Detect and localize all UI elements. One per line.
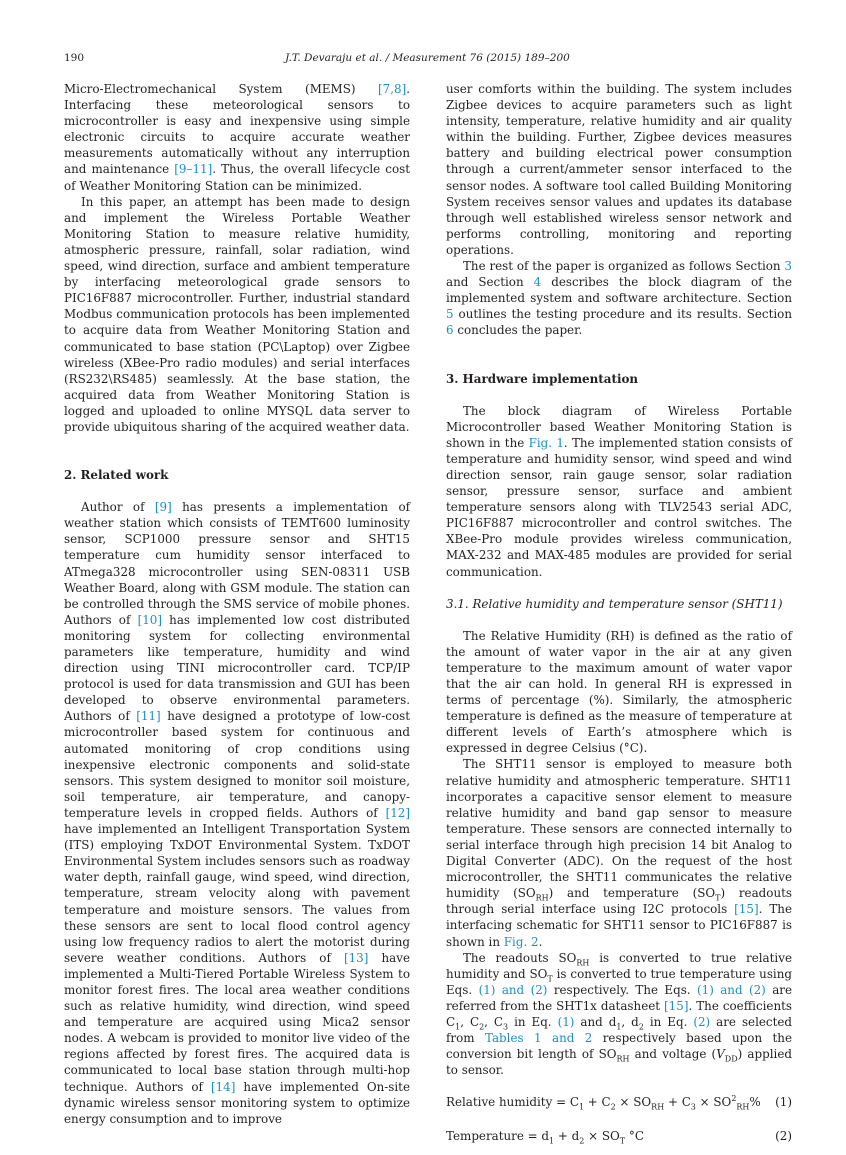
table-link[interactable]: Tables 1 and 2 [484, 1031, 593, 1046]
subsection-heading: 3.1. Relative humidity and temperature sensor (SHT11) [446, 596, 783, 611]
right-column [446, 81, 792, 1144]
section-link[interactable]: 3 [784, 259, 792, 274]
reference-link[interactable]: [14] [210, 1079, 236, 1094]
reference-link[interactable]: [9] [154, 500, 172, 515]
figure-link[interactable]: Fig. 1 [528, 435, 564, 450]
reference-link[interactable]: [13] [343, 950, 369, 965]
equation-2: Temperature = $d_1 + d_2 \times SO_T$ °C (2) [446, 1129, 792, 1146]
page-number: 190 [64, 52, 85, 64]
section-heading: 2. Related work [64, 468, 169, 483]
paragraph: The Relative Humidity (RH) is defined as the ratio of the amount of water vapor in the air at any given temperature to the maximum amount of water vapor that the air can hold. In general RH is expressed in terms of percentage (%). Similarly, the atmospheric temperature is defined as the measure of temperature at different levels of Earth’s atmosphere which is expressed in degree Celsius (°C). [446, 628, 792, 756]
section-heading: 3. Hardware implementation [446, 371, 639, 386]
section-link[interactable]: 6 [446, 323, 454, 338]
equation-1: Relative humidity = $C_1 + C_2 \times SO_{RH} + C_3 \times SO^2_{RH}\%$ (1) [446, 1094, 792, 1112]
equation-link[interactable]: (1) and (2) [696, 982, 766, 997]
reference-link[interactable]: [12] [385, 805, 410, 820]
paragraph: Micro-Electromechanical System (MEMS) [7,8]. Interfacing these meteorological sensors to microcontroller is easy and inexpensive using simple electronic circuits to acquire accurate weather measurements automatically without any interruption and maintenance [9–11]. Thus, the overall lifecycle cost of Weather Monitoring Station can be minimized. [64, 82, 410, 193]
paragraph: The SHT11 sensor is employed to measure both relative humidity and atmospheric temperature. SHT11 incorporates a capacitive sensor element to measure relative humidity and band gap sensor to measure temperature. These sensors are connected internally to serial interface through high precision 14 bit Analog to Digital Converter (ADC). On the request of the host microcontroller, the SHT11 communicates the relative humidity $(SO_{RH})$ and temperature $(SO_T)$ readouts through serial interface using I2C protocols [15]. The interfacing schematic for SHT11 sensor to PIC16F887 is shown in Fig. 2. [446, 757, 792, 949]
journal-citation: J.T. Devaraju et al. / Measurement 76 (2015) 189–200 [285, 52, 570, 64]
left-column [64, 81, 410, 1127]
running-header [64, 52, 791, 68]
reference-link[interactable]: [9–11] [174, 162, 213, 177]
equation-link[interactable]: (2) [693, 1014, 711, 1029]
equation-link[interactable]: (1) and (2) [478, 982, 548, 997]
paragraph: The rest of the paper is organized as follows Section 3 and Section 4 describes the block diagram of the implemented system and software architecture. Section 5 outlines the testing procedure and its results. Section 6 concludes the paper. [446, 259, 792, 338]
section-link[interactable]: 4 [533, 275, 542, 290]
equation-number: (1) [775, 1095, 792, 1110]
reference-link[interactable]: [7,8] [378, 82, 407, 96]
reference-link[interactable]: [11] [136, 709, 161, 724]
paragraph: The readouts $SO_{RH}$ is converted to true relative humidity and $SO_T$ is converted to true temperature using Eqs. (1) and (2) respectively. The Eqs. (1) and (2) are referred from the SHT1x datasheet [15]. The coefficients $C_1$, $C_2$, $C_3$ in Eq. (1) and $d_1$, $d_2$ in Eq. (2) are selected from Tables 1 and 2 respectively based upon the conversion bit length of $SO_{RH}$ and voltage $(V_{DD})$ applied to sensor. [446, 950, 793, 1078]
equation-link[interactable]: (1) [557, 1014, 575, 1029]
reference-link[interactable]: [15] [664, 998, 689, 1013]
paragraph: The block diagram of Wireless Portable Microcontroller based Weather Monitoring Station is shown in the Fig. 1. The implemented station consists of temperature and humidity sensor, wind speed and wind direction sensor, rain gauge sensor, solar radiation sensor, pressure sensor, surface and ambient temperature sensors along with TLV2543 serial ADC, PIC16F887 microcontroller and control switches. The XBee-Pro module provides wireless communication, MAX-232 and MAX-485 modules are provided for serial communication. [446, 403, 792, 579]
reference-link[interactable]: [15] [734, 902, 759, 917]
equation-number: (2) [775, 1129, 792, 1144]
reference-link[interactable]: [10] [137, 612, 162, 627]
paragraph: In this paper, an attempt has been made to design and implement the Wireless Portable Weather Monitoring Station to measure relative humidity, atmospheric pressure, rainfall, solar radiation, wind speed, wind direction, surface and ambient temperature by interfacing meteorological grade sensors to PIC16F887 microcontroller. Further, industrial standard Modbus communication protocols has been implemented to acquire data from Weather Monitoring Station and communicated to base station (PC\Laptop) over Zigbee wireless (XBee-Pro radio modules) and serial interfaces (RS232\RS485) seamlessly. At the base station, the acquired data from Weather Monitoring Station is logged and uploaded to online MYSQL data server to provide ubiquitous sharing of the acquired weather data. [64, 194, 410, 434]
figure-link[interactable]: Fig. 2 [503, 934, 539, 949]
paragraph: Author of [9] has presents a implementation of weather station which consists of TEMT600 luminosity sensor, SCP1000 pressure sensor and SHT15 temperature cum humidity sensor interfaced to ATmega328 microcontroller using SEN-08311 USB Weather Board, along with GSM module. The station can be controlled through the SMS service of mobile phones. Authors of [10] has implemented low cost distributed monitoring system for collecting environmental parameters like temperature, humidity and wind direction using TINI microcontroller card. TCP/IP protocol is used for data transmission and GUI has been developed to observe environmental parameters. Authors of [11] have designed a prototype of low-cost microcontroller based system for continuous and automated monitoring of crop conditions using inexpensive electronic components and solid-state sensors. This system designed to monitor soil moisture, soil temperature, air temperature, and canopy-temperature levels in cropped fields. Authors of [12] have implemented an Intelligent Transportation System (ITS) employing TxDOT Environmental System. TxDOT Environmental System includes sensors such as roadway water depth, rainfall gauge, wind speed, wind direction, temperature, stream velocity along with pavement temperature and moisture sensors. The values from these sensors are sent to local flood control agency using low frequency radios to alert the motorist during severe weather conditions. Authors of [13] have implemented a Multi-Tiered Portable Wireless System to monitor forest fires. The local area weather conditions such as relative humidity, wind direction, wind speed and temperature are acquired using Mica2 sensor nodes. A webcam is provided to monitor live video of the regions affected by forest fires. The acquired data is communicated to local base station through multi-hop technique. Authors of [14] have implemented On-site dynamic wireless sensor monitoring system to optimize energy consumption and to improve [64, 500, 410, 1126]
section-link[interactable]: 5 [446, 307, 454, 322]
paragraph: user comforts within the building. The system includes Zigbee devices to acquire parameters such as light intensity, temperature, relative humidity and air quality within the building. Further, Zigbee devices measures battery and building electrical power consumption through a current/ammeter sensor interfaced to the sensor nodes. A software tool called Building Monitoring System receives sensor values and updates its database through well established wireless sensor network and performs controlling, monitoring and reporting operations. [446, 82, 792, 257]
